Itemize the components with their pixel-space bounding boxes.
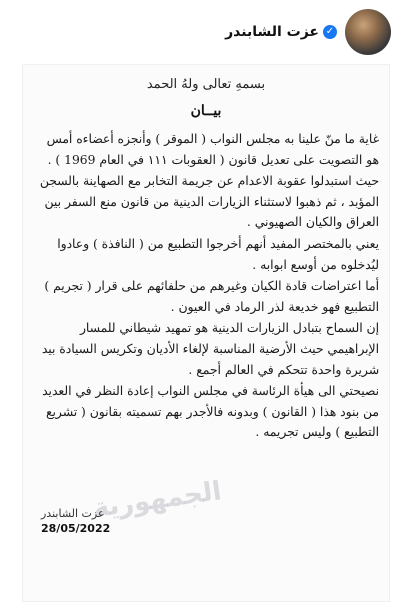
paragraph-5: إن السماح بتبادل الزيارات الدينية هو تمهيد شيطاني للمسار الإبراهيمي حيث الأرضية المناسبة لإلغاء الأديان وتكريس السيادة بيد شريرة واحدة تتحكم في العالم أجمع .	[41, 321, 379, 377]
post-header	[12, 8, 391, 56]
invocation-text: بسمهِ تعالى ولهُ الحمد	[146, 77, 266, 92]
paragraph-2: حيث استبدلوا عقوبة الاعدام عن جريمة التخابر مع الصهاينة بالسجن المؤبد ، ثم ذهبوا لاستثناء الزيارات الدينية من قانون منع السفر بين العراق والكيان الصهيوني .	[39, 174, 379, 230]
statement-body	[33, 129, 379, 444]
author-name[interactable]	[225, 24, 337, 40]
signature-block	[41, 507, 181, 535]
signature-name: عزت الشابندر	[41, 507, 105, 520]
statement-heading: بيــان	[190, 103, 222, 119]
statement-image[interactable]	[22, 64, 390, 602]
paragraph-1: غاية ما منّ علينا به مجلس النواب ( الموقر ) وأنجزه أعضاءه أمس هو التصويت على تعديل قانون ( العقوبات ١١١ في العام 1969 ) .	[46, 132, 379, 167]
signature-date: 28/05/2022	[41, 522, 111, 535]
author-name-text[interactable]: عزت الشابندر	[225, 24, 319, 40]
paragraph-3: يعني بالمختصر المفيد أنهم أخرجوا التطبيع من ( النافذة ) وعادوا ليُدخلوه من أوسع ابوابه .	[57, 236, 379, 272]
watermark: الجمهورية	[91, 476, 224, 524]
author-avatar[interactable]	[345, 9, 391, 55]
paragraph-4: أما اعتراضات قادة الكيان وغيرهم من حلفائهم على قرار ( تجريم ) التطبيع فهو خديعة لذر الرماد في العيون .	[44, 279, 379, 314]
verified-badge-icon: ✓	[323, 25, 337, 39]
paragraph-6: نصيحتي الى هيأة الرئاسة في مجلس النواب إعادة النظر في العديد من بنود هذا ( القانون ) وبدونه فالأجدر بهم تسميته بقانون ( تشريع التطبيع ) وليس تجريمه .	[42, 384, 379, 440]
